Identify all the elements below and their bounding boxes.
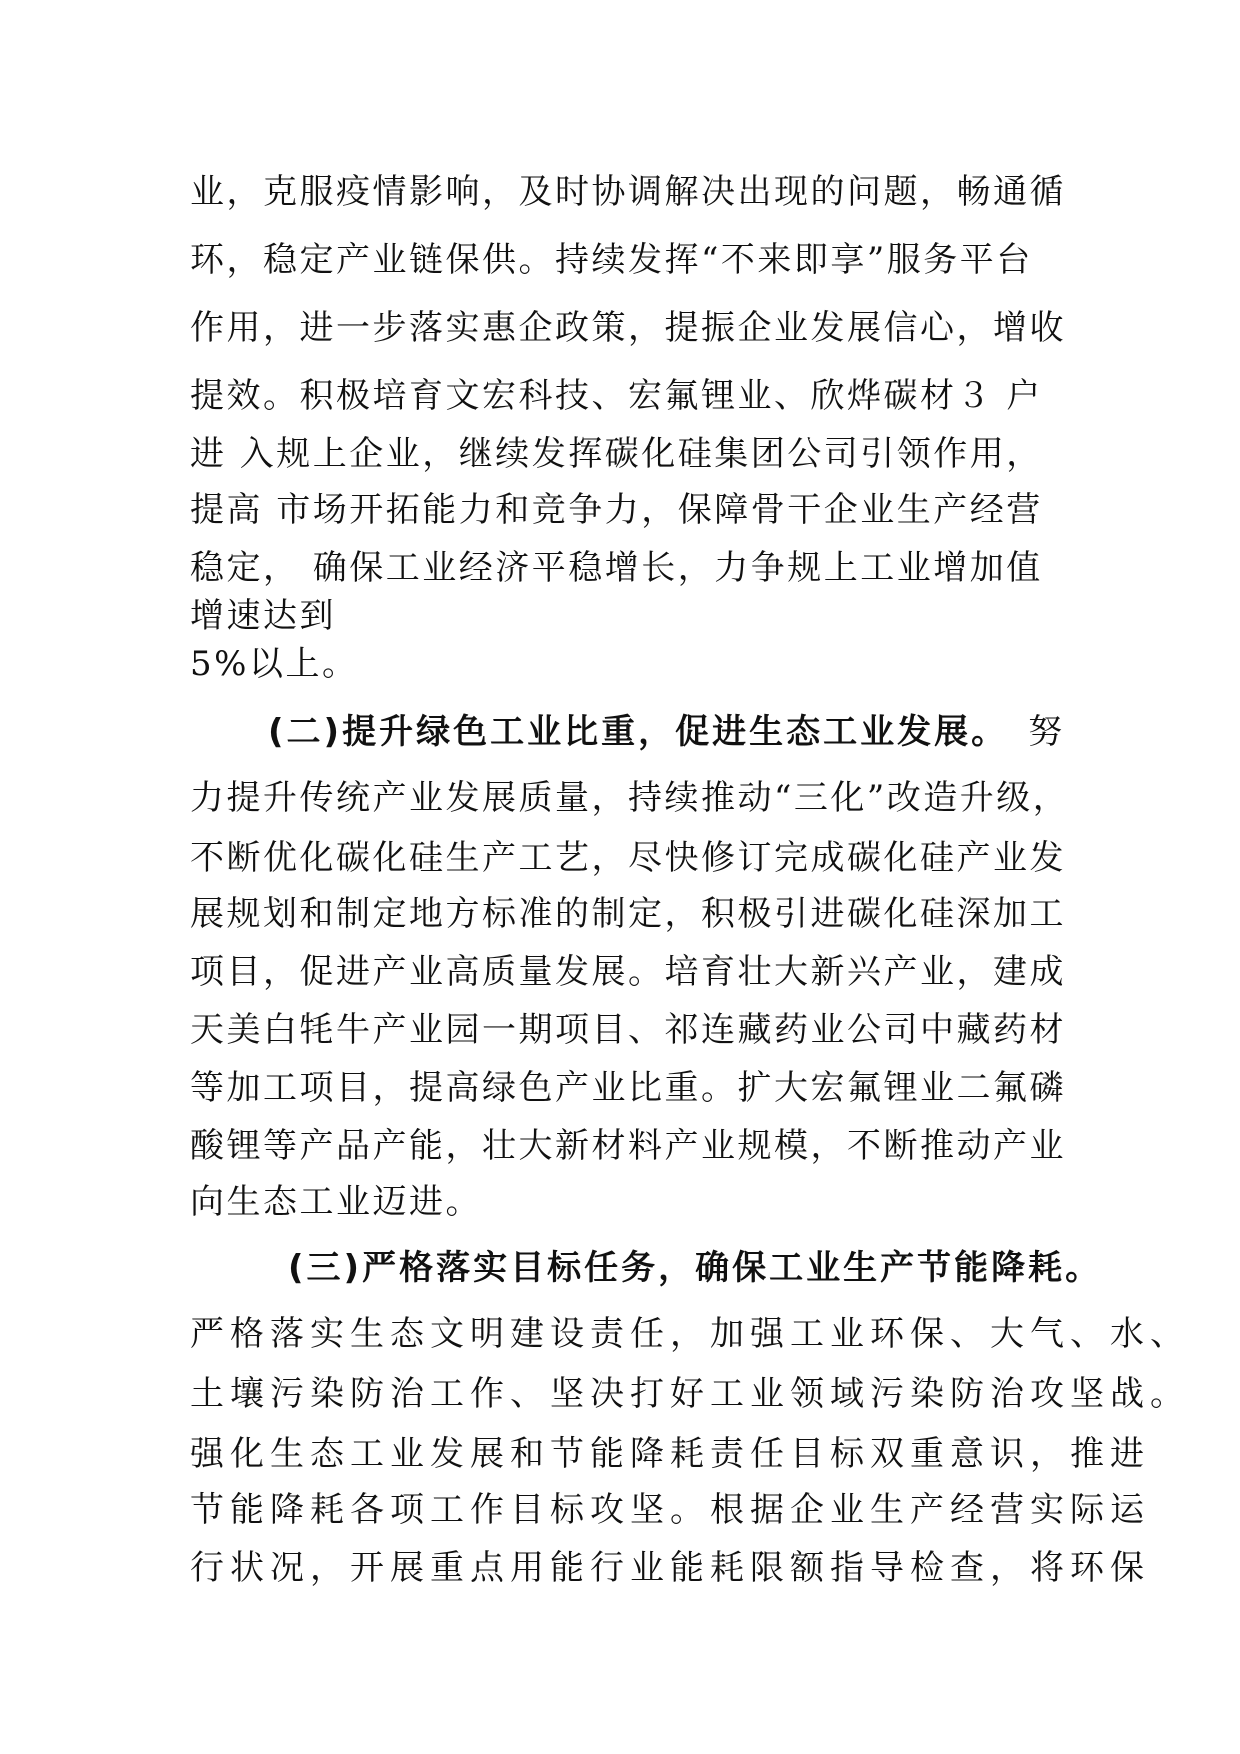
body-line: 等加工项目，提高绿色产业比重。扩大宏氟锂业二氟磷 (190, 1068, 1066, 1108)
body-line: 稳定， 确保工业经济平稳增长，力争规上工业增加值 (190, 548, 1043, 588)
body-line: 严格落实生态文明建设责任，加强工业环保、大气、水、 (190, 1314, 1190, 1354)
body-line: 提效。积极培育文宏科技、宏氟锂业、欣烨碳材３ 户 (190, 376, 1043, 416)
body-line: 环，稳定产业链保供。持续发挥“不来即享”服务平台 (190, 240, 1033, 280)
body-line: 力提升传统产业发展质量，持续推动“三化”改造升级， (190, 778, 1070, 818)
body-line: 业，克服疫情影响，及时协调解决出现的问题，畅通循 (190, 172, 1066, 212)
body-line: 5%以上。 (190, 644, 359, 684)
section-heading-2-title: (二)提升绿色工业比重，促进生态工业发展。 (268, 712, 1009, 752)
section-heading-3: (三)严格落实目标任务，确保工业生产节能降耗。 (288, 1248, 1103, 1288)
body-line: 进 入规上企业，继续发挥碳化硅集团公司引领作用， (190, 434, 1043, 474)
body-line: 酸锂等产品产能，壮大新材料产业规模，不断推动产业 (190, 1126, 1066, 1166)
body-line: 行状况，开展重点用能行业能耗限额指导检查，将环保 (190, 1548, 1150, 1588)
body-line: 增速达到 (190, 596, 336, 636)
body-line: 土壤污染防治工作、坚决打好工业领域污染防治攻坚战。 (190, 1374, 1190, 1414)
body-line: 天美白牦牛产业园一期项目、祁连藏药业公司中藏药材 (190, 1010, 1066, 1050)
body-line: 节能降耗各项工作目标攻坚。根据企业生产经营实际运 (190, 1490, 1150, 1530)
body-line: 作用，进一步落实惠企政策，提振企业发展信心，增收 (190, 308, 1066, 348)
body-line: 提高 市场开拓能力和竞争力，保障骨干企业生产经营 (190, 490, 1043, 530)
body-line: 不断优化碳化硅生产工艺，尽快修订完成碳化硅产业发 (190, 838, 1066, 878)
body-line: 向生态工业迈进。 (190, 1182, 482, 1222)
body-line: 项目，促进产业高质量发展。培育壮大新兴产业，建成 (190, 952, 1066, 992)
section-heading-2 (268, 710, 1065, 754)
section-heading-2-tail: 努 (1028, 712, 1066, 752)
body-line: 展规划和制定地方标准的制定，积极引进碳化硅深加工 (190, 894, 1066, 934)
body-line: 强化生态工业发展和节能降耗责任目标双重意识，推进 (190, 1434, 1150, 1474)
